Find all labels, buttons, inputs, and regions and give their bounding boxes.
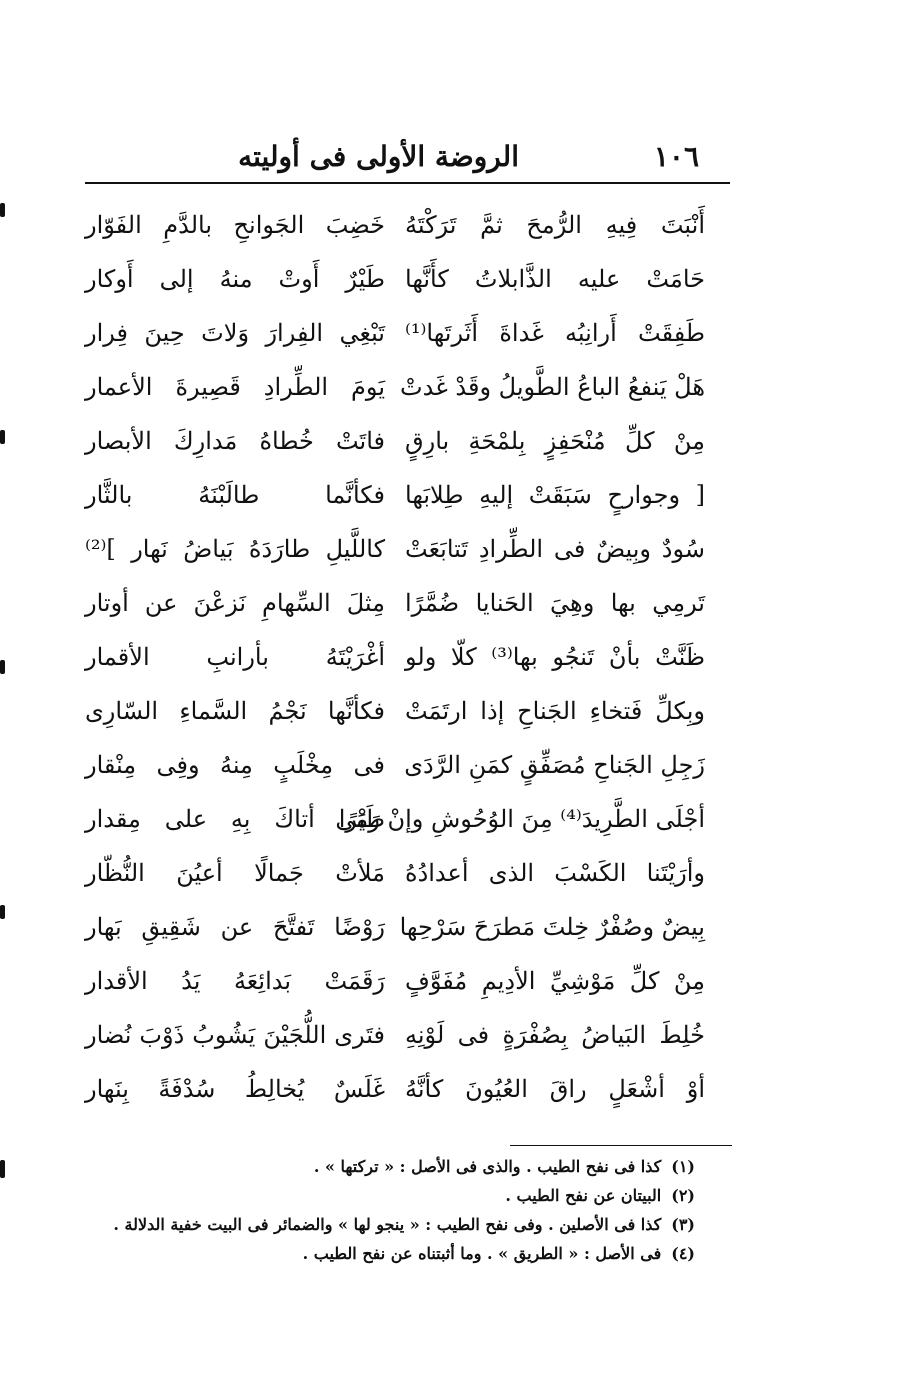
verse-first-hemistich: طَفِقَتْ أَرانِبُه غَداةَ أَثَرتَها⁽¹⁾ bbox=[405, 319, 705, 347]
footnote-text: كذا فى نفح الطيب . والذى فى الأصل : « تركتها » . bbox=[313, 1157, 662, 1176]
verse-first-hemistich: تَرمِي بها وهِيَ الحَنايا ضُمَّرًا bbox=[405, 589, 705, 617]
verse-line bbox=[85, 738, 705, 792]
verse-first-hemistich: مِنْ كلِّ مَوْشِيِّ الأدِيمِ مُفَوَّفٍ bbox=[405, 967, 705, 995]
verse-first-hemistich: زَجِلِ الجَناحِ مُصَفِّقٍ كمَنِ الرَّدَى bbox=[404, 751, 705, 779]
page-number: ١٠٦ bbox=[653, 140, 699, 173]
verse-line bbox=[85, 414, 705, 468]
verse-second-hemistich: فكأنَّها نَجْمُ السَّماءِ السّارِى bbox=[85, 697, 385, 725]
verse-line bbox=[85, 306, 705, 360]
footnote-text: البيتان عن نفح الطيب . bbox=[505, 1186, 662, 1205]
verse-second-hemistich: غَلَسٌ يُخالِطُ سُدْفَةً بِنَهار bbox=[85, 1075, 385, 1103]
footnote-text: كذا فى الأصلين . وفى نفح الطيب : « ينجو لها » والضمائر فى البيت خفية الدلالة . bbox=[113, 1215, 662, 1234]
verse-first-hemistich: [ وجوارحٍ سَبَقَتْ إليهِ طِلابَها bbox=[405, 481, 705, 509]
verse-line bbox=[85, 846, 705, 900]
verse-line bbox=[85, 1008, 705, 1062]
running-title: الروضة الأولى فى أوليته bbox=[238, 140, 519, 173]
footnote bbox=[75, 1239, 695, 1268]
footnotes bbox=[75, 1152, 695, 1268]
scan-mark bbox=[0, 660, 5, 674]
verse-first-hemistich: وبِكلِّ فَتخاءِ الجَناحِ إذا ارتَمَتْ bbox=[405, 697, 705, 725]
footnote-text: فى الأصل : « الطريق » . وما أثبتناه عن نفح الطيب . bbox=[302, 1244, 662, 1263]
footnote-number: (١) bbox=[671, 1157, 695, 1176]
footnote-number: (٣) bbox=[671, 1215, 695, 1234]
verse-line bbox=[85, 684, 705, 738]
verse-second-hemistich: يَومَ الطِّرادِ قَصِيرةَ الأعمار bbox=[85, 373, 385, 401]
verse-first-hemistich: مِنْ كلِّ مُنْحَفِزٍ بِلمْحَةِ بارِقٍ bbox=[405, 427, 705, 455]
verse-first-hemistich: أَنْبَتَ فِيهِ الرُّمحَ ثمَّ تَرَكْتَهُ bbox=[405, 211, 705, 239]
verse-line bbox=[85, 360, 705, 414]
verse-line bbox=[85, 468, 705, 522]
scan-mark bbox=[0, 905, 5, 919]
verse-line bbox=[85, 522, 705, 576]
verse-first-hemistich: أجْلَى الطَّرِيدَ⁽⁴⁾ مِنَ الوُحُوشِ وإنْ رَمَى bbox=[335, 805, 705, 833]
poem bbox=[85, 198, 705, 1120]
verse-second-hemistich: طَيْرٌ أَوتْ منهُ إلى أَوكار bbox=[85, 265, 385, 293]
verse-second-hemistich: مَلأتْ جَمالًا أعيُنَ النُّظّار bbox=[85, 859, 385, 887]
verse-second-hemistich: مِثلَ السِّهامِ نَزعْنَ عن أوتار bbox=[85, 589, 385, 617]
footnote bbox=[75, 1152, 695, 1181]
footnote bbox=[75, 1181, 695, 1210]
footnote-number: (٤) bbox=[671, 1244, 695, 1263]
verse-second-hemistich: رَوْضًا تَفتَّحَ عن شَقِيقِ بَهار bbox=[85, 913, 385, 941]
verse-line bbox=[85, 900, 705, 954]
verse-second-hemistich: فاتَتْ خُطاهُ مَدارِكَ الأبصار bbox=[85, 427, 385, 455]
verse-first-hemistich: ظَنَّتْ بأنْ تَنجُو بها⁽³⁾ كلّا ولو bbox=[405, 643, 705, 671]
verse-second-hemistich: طَيْرًا أتاكَ بِهِ على مِقدار bbox=[85, 805, 385, 833]
verse-line bbox=[85, 198, 705, 252]
verse-second-hemistich: كاللَّيلِ طارَدَهُ بَياضُ نَهار ]⁽²⁾ bbox=[85, 535, 385, 563]
verse-first-hemistich: سُودٌ وبِيضٌ فى الطِّرادِ تَتابَعَتْ bbox=[405, 535, 705, 563]
scan-mark bbox=[0, 430, 5, 444]
footnote-rule bbox=[510, 1145, 732, 1146]
verse-line bbox=[85, 1062, 705, 1116]
scan-mark bbox=[0, 1160, 5, 1178]
verse-second-hemistich: خَضِبَ الجَوانحِ بالدَّمِ الفَوّار bbox=[85, 211, 385, 239]
verse-second-hemistich: تَبْغِي الفِرارَ وَلاتَ حِينَ فِرار bbox=[85, 319, 385, 347]
verse-first-hemistich: هَلْ يَنفعُ الباعُ الطَّويلُ وقَدْ غَدتْ bbox=[400, 373, 705, 401]
verse-second-hemistich: فى مِخْلَبٍ مِنهُ وفِى مِنْقار bbox=[85, 751, 385, 779]
header-rule bbox=[85, 182, 730, 184]
verse-first-hemistich: خُلِطَ البَياضُ بِصُفْرَةٍ فى لَوْنِهِ bbox=[405, 1021, 705, 1049]
scan-mark bbox=[0, 203, 5, 217]
verse-second-hemistich: فكأنَّما طالَبْنَهُ بالثَّار bbox=[85, 481, 385, 509]
verse-line bbox=[85, 252, 705, 306]
verse-first-hemistich: حَامَتْ عليه الذَّابلاتُ كأَنَّها bbox=[405, 265, 705, 293]
verse-second-hemistich: فتَرى اللُّجَيْنَ يَشُوبُ ذَوْبَ نُضار bbox=[85, 1021, 385, 1049]
verse-line bbox=[85, 576, 705, 630]
verse-second-hemistich: رَقَمَتْ بَدائِعَهُ يَدُ الأقدار bbox=[85, 967, 385, 995]
verse-first-hemistich: وأرَيْتَنا الكَسْبَ الذى أعدادُهُ bbox=[405, 859, 705, 887]
footnote bbox=[75, 1210, 695, 1239]
verse-line bbox=[85, 954, 705, 1008]
verse-first-hemistich: بِيضٌ وصُفْرٌ خِلتَ مَطرَحَ سَرْحِها bbox=[399, 913, 705, 941]
verse-line bbox=[85, 630, 705, 684]
verse-first-hemistich: أوْ أشْعَلٍ راقَ العُيُونَ كأنَّهُ bbox=[405, 1075, 705, 1103]
footnote-number: (٢) bbox=[671, 1186, 695, 1205]
verse-line bbox=[85, 792, 705, 846]
verse-second-hemistich: أغْرَيْتَهُ بأرانبِ الأقمار bbox=[85, 643, 385, 671]
